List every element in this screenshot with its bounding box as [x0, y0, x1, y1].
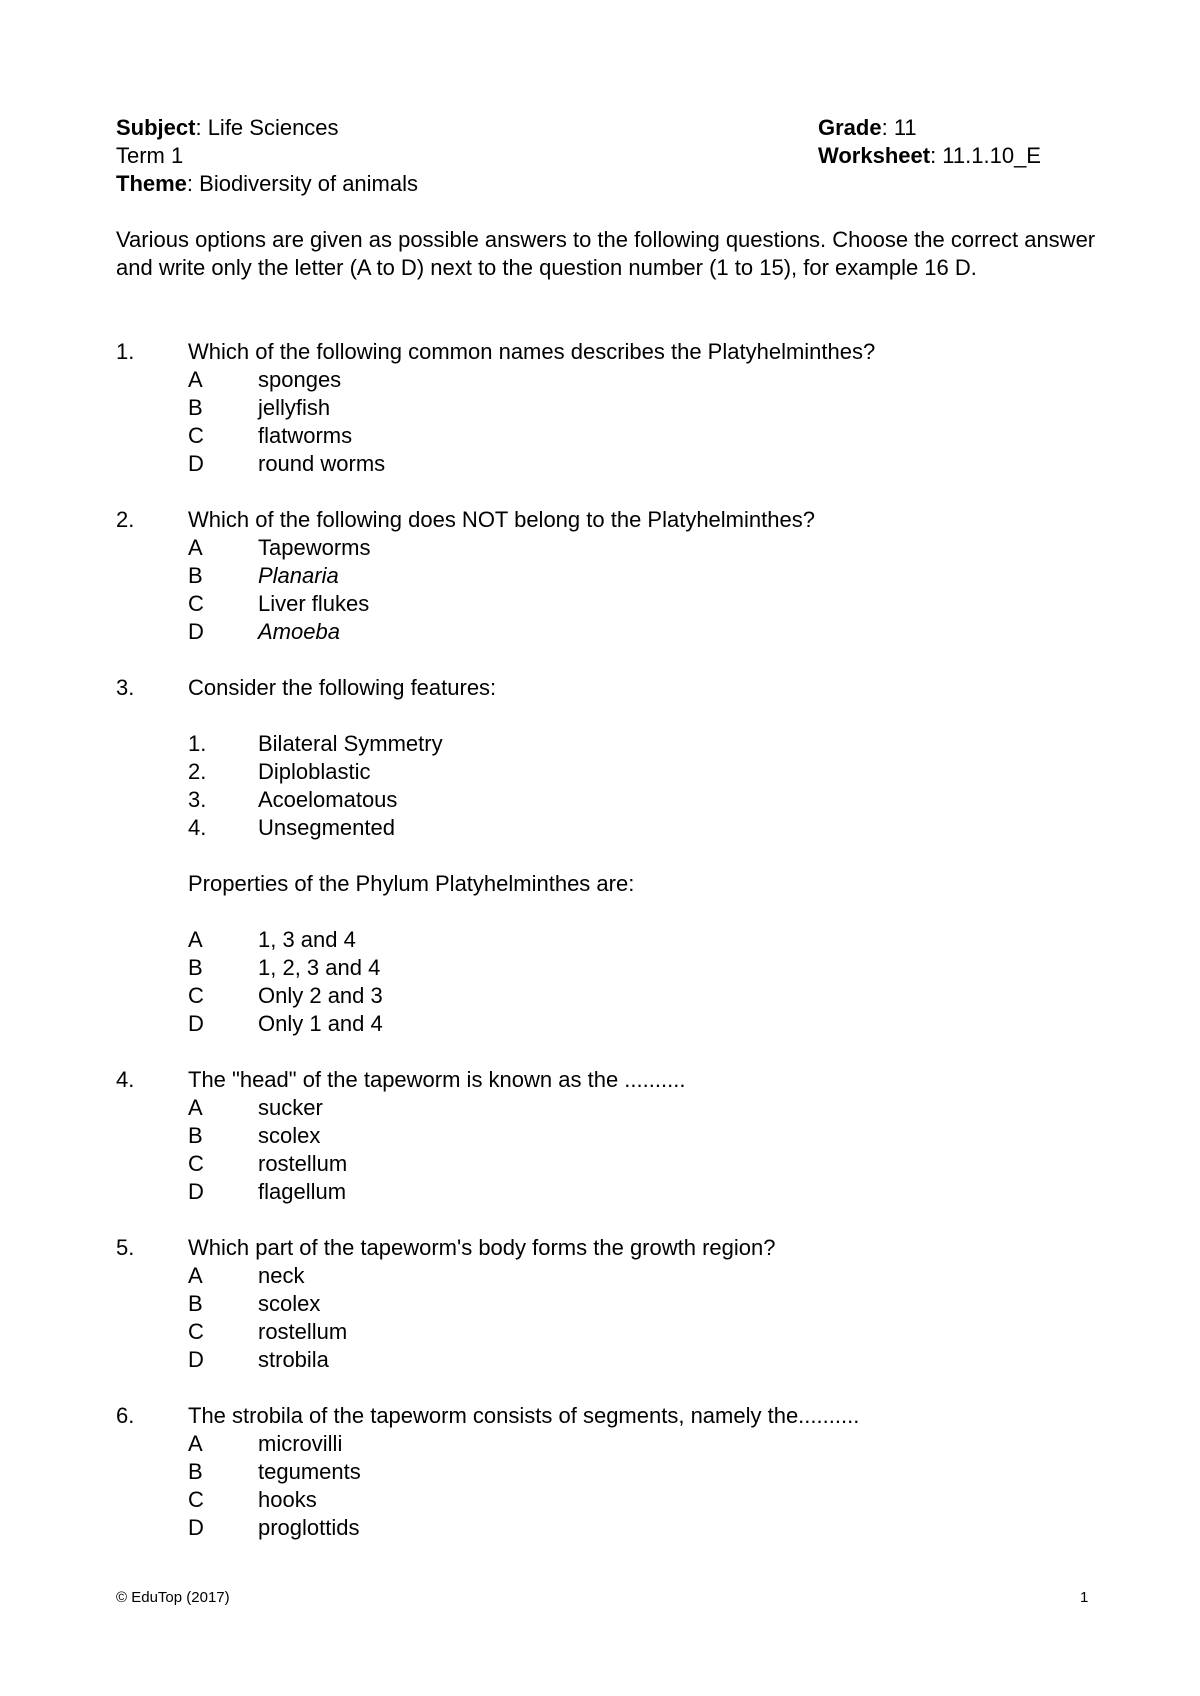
option-letter: B: [188, 1291, 203, 1316]
answer-option: [116, 1094, 1096, 1122]
question-block: [116, 674, 1096, 1038]
option-text: sucker: [258, 1095, 323, 1120]
question-list: [116, 338, 1096, 1570]
question-number: 6.: [116, 1403, 135, 1428]
spacer: [116, 842, 1096, 870]
option-text: 1, 3 and 4: [258, 927, 356, 952]
answer-option: [116, 1122, 1096, 1150]
option-letter: B: [188, 395, 203, 420]
feature-number: 1.: [188, 731, 207, 756]
subject-line: Subject: Life Sciences: [116, 115, 339, 140]
option-text: round worms: [258, 451, 386, 476]
option-letter: D: [188, 619, 204, 644]
instructions: Various options are given as possible answers to the following questions. Choose the correct answer and write only the letter (A to D) next to the question number (1 to 15), for example 16 D.: [116, 227, 1096, 280]
question-subtext: [116, 870, 1096, 898]
answer-option: [116, 450, 1096, 478]
option-text: strobila: [258, 1347, 329, 1372]
option-text: 1, 2, 3 and 4: [258, 955, 381, 980]
option-text: neck: [258, 1263, 305, 1288]
worksheet-line: Worksheet: 11.1.10_E: [818, 143, 1041, 168]
option-text: Planaria: [258, 563, 339, 588]
answer-option: [116, 1346, 1096, 1374]
option-text: jellyfish: [258, 395, 331, 420]
option-text: flagellum: [258, 1179, 347, 1204]
page-number: 1: [1080, 1589, 1089, 1606]
feature-text: Unsegmented: [258, 815, 395, 840]
option-letter: A: [188, 927, 203, 952]
header-left: [116, 114, 418, 198]
question-number: 3.: [116, 675, 135, 700]
option-letter: D: [188, 1011, 204, 1036]
answer-option: [116, 982, 1096, 1010]
answer-option: [116, 422, 1096, 450]
option-letter: D: [188, 1515, 204, 1540]
feature-text: Diploblastic: [258, 759, 371, 784]
question-row: [116, 674, 1096, 702]
option-letter: A: [188, 535, 203, 560]
option-letter: B: [188, 563, 203, 588]
option-letter: B: [188, 955, 203, 980]
answer-option: [116, 366, 1096, 394]
question-row: [116, 1402, 1096, 1430]
question-text: The strobila of the tapeworm consists of segments, namely the..........: [188, 1403, 860, 1428]
spacer: [116, 702, 1096, 730]
option-text: sponges: [258, 367, 342, 392]
question-row: [116, 338, 1096, 366]
question-text: Which of the following does NOT belong to the Platyhelminthes?: [188, 507, 815, 532]
option-letter: C: [188, 423, 204, 448]
option-text: rostellum: [258, 1151, 348, 1176]
answer-option: [116, 590, 1096, 618]
feature-text: Acoelomatous: [258, 787, 398, 812]
option-letter: B: [188, 1459, 203, 1484]
option-text: teguments: [258, 1459, 361, 1484]
option-letter: C: [188, 1151, 204, 1176]
subtext-text: Properties of the Phylum Platyhelminthes are:: [188, 871, 635, 896]
feature-item: [116, 814, 1096, 842]
term-line: Term 1: [116, 143, 184, 168]
option-text: Only 2 and 3: [258, 983, 383, 1008]
question-number: 1.: [116, 339, 135, 364]
question-block: [116, 506, 1096, 646]
option-letter: C: [188, 1319, 204, 1344]
copyright: © EduTop (2017): [116, 1589, 230, 1606]
question-row: [116, 506, 1096, 534]
option-text: microvilli: [258, 1431, 343, 1456]
answer-option: [116, 618, 1096, 646]
feature-item: [116, 786, 1096, 814]
answer-option: [116, 562, 1096, 590]
answer-option: [116, 1290, 1096, 1318]
option-text: scolex: [258, 1123, 321, 1148]
feature-item: [116, 758, 1096, 786]
answer-option: [116, 1514, 1096, 1542]
grade-line: Grade: 11: [818, 115, 917, 140]
answer-option: [116, 1458, 1096, 1486]
option-text: Tapeworms: [258, 535, 371, 560]
spacer: [116, 898, 1096, 926]
question-row: [116, 1066, 1096, 1094]
feature-number: 3.: [188, 787, 207, 812]
option-letter: A: [188, 1263, 203, 1288]
answer-option: [116, 394, 1096, 422]
question-text: Which of the following common names describes the Platyhelminthes?: [188, 339, 876, 364]
option-text: flatworms: [258, 423, 353, 448]
question-block: [116, 1066, 1096, 1206]
question-text: The "head" of the tapeworm is known as the ..........: [188, 1067, 686, 1092]
theme-line: Theme: Biodiversity of animals: [116, 171, 419, 196]
question-row: [116, 1234, 1096, 1262]
question-number: 4.: [116, 1067, 135, 1092]
option-letter: A: [188, 1431, 203, 1456]
question-text: Which part of the tapeworm's body forms the growth region?: [188, 1235, 776, 1260]
question-block: [116, 1234, 1096, 1374]
option-letter: D: [188, 451, 204, 476]
option-text: Amoeba: [258, 619, 340, 644]
option-letter: A: [188, 1095, 203, 1120]
question-block: [116, 338, 1096, 478]
option-letter: C: [188, 1487, 204, 1512]
answer-option: [116, 1150, 1096, 1178]
feature-item: [116, 730, 1096, 758]
answer-option: [116, 926, 1096, 954]
option-letter: A: [188, 367, 203, 392]
answer-option: [116, 1486, 1096, 1514]
feature-text: Bilateral Symmetry: [258, 731, 443, 756]
header-right: [818, 114, 1041, 170]
answer-option: [116, 1178, 1096, 1206]
answer-option: [116, 1010, 1096, 1038]
answer-option: [116, 1318, 1096, 1346]
answer-option: [116, 954, 1096, 982]
feature-number: 4.: [188, 815, 207, 840]
question-block: [116, 1402, 1096, 1542]
option-letter: D: [188, 1347, 204, 1372]
answer-option: [116, 534, 1096, 562]
option-text: rostellum: [258, 1319, 348, 1344]
option-text: scolex: [258, 1291, 321, 1316]
question-number: 5.: [116, 1235, 135, 1260]
option-letter: B: [188, 1123, 203, 1148]
answer-option: [116, 1430, 1096, 1458]
option-text: Only 1 and 4: [258, 1011, 383, 1036]
feature-number: 2.: [188, 759, 207, 784]
option-text: hooks: [258, 1487, 317, 1512]
option-letter: C: [188, 591, 204, 616]
option-letter: D: [188, 1179, 204, 1204]
option-text: Liver flukes: [258, 591, 370, 616]
question-number: 2.: [116, 507, 135, 532]
option-text: proglottids: [258, 1515, 360, 1540]
question-text: Consider the following features:: [188, 675, 497, 700]
option-letter: C: [188, 983, 204, 1008]
answer-option: [116, 1262, 1096, 1290]
